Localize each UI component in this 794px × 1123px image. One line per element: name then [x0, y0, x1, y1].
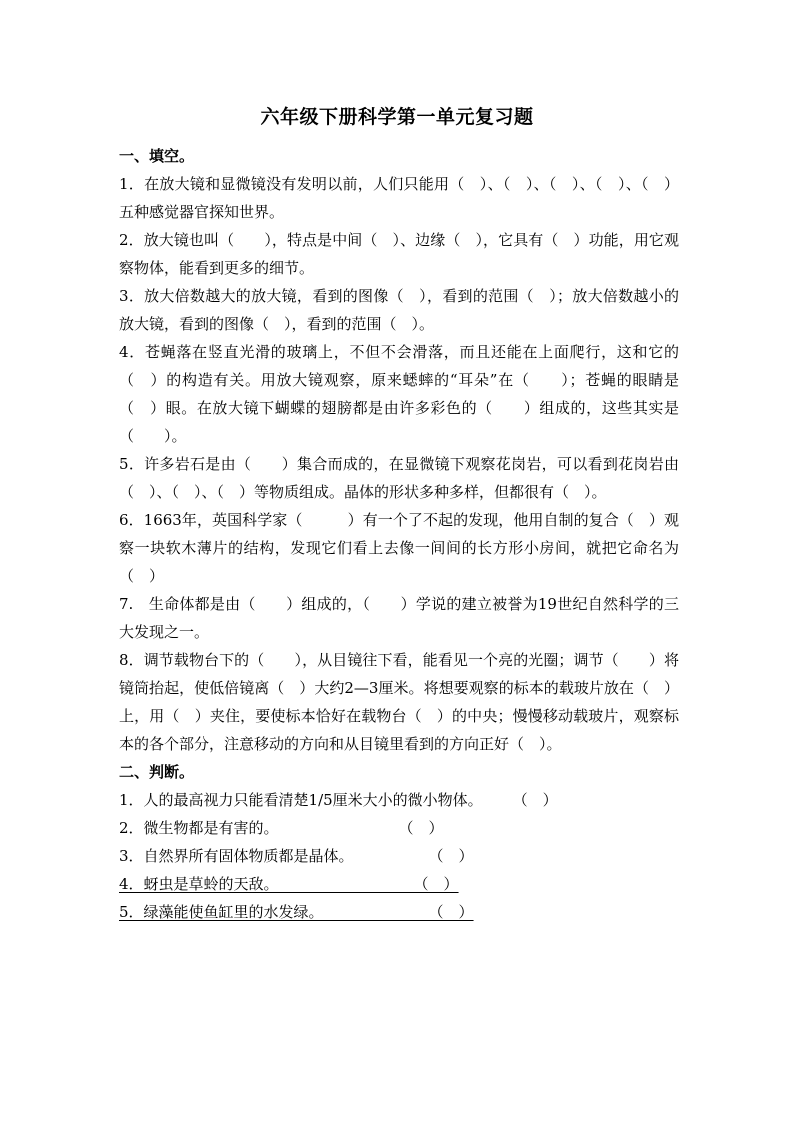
- true-false-question-3: 3．自然界所有固体物质都是晶体。 （ ）: [119, 847, 474, 865]
- fill-in-question-2: 2．放大镜也叫（ ），特点是中间（ ）、边缘（ ），它具有（ ）功能，用它观察物体，能看到更多的细节。: [119, 231, 679, 277]
- document-title: 六年级下册科学第一单元复习题: [260, 106, 534, 128]
- fill-in-question-1: 1．在放大镜和显微镜没有发明以前，人们只能用（ ）、（ ）、（ ）、（ ）、（ ）五种感觉器官探知世界。: [119, 175, 679, 221]
- true-false-question-2: 2．微生物都是有害的。 （ ）: [119, 819, 444, 837]
- document-body: [119, 142, 679, 926]
- fill-in-question-3: 3．放大倍数越大的放大镜，看到的图像（ ），看到的范围（ ）；放大倍数越小的放大镜，看到的图像（ ），看到的范围（ ）。: [119, 287, 679, 333]
- fill-in-question-7: 7. 生命体都是由（ ）组成的，（ ）学说的建立被誉为19世纪自然科学的三大发现之一。: [119, 595, 679, 641]
- fill-in-question-6: 6．1663年，英国科学家（ ）有一个了不起的发现，他用自制的复合（ ）观察一块软木薄片的结构，发现它们看上去像一间间的长方形小房间，就把它命名为（ ）: [119, 511, 679, 585]
- true-false-question-1: 1．人的最高视力只能看清楚1/5厘米大小的微小物体。 （ ）: [119, 791, 558, 809]
- fill-in-question-5: 5．许多岩石是由（ ）集合而成的，在显微镜下观察花岗岩，可以看到花岗岩由（ ）、（ ）、（ ）等物质组成。晶体的形状多种多样，但都很有（ ）。: [119, 455, 679, 501]
- true-false-question-5-text: 5．绿藻能使鱼缸里的水发绿。 （ ）: [119, 903, 474, 921]
- section-heading-true-false: 二、判断。: [119, 763, 195, 781]
- true-false-question-4-text: 4．蚜虫是草蛉的天敌。 （ ）: [119, 875, 459, 893]
- true-false-question-4: [119, 870, 679, 898]
- section-heading-fill-in: 一、填空。: [119, 147, 195, 165]
- true-false-question-5: [119, 898, 679, 926]
- fill-in-question-4: 4．苍蝇落在竖直光滑的玻璃上，不但不会滑落，而且还能在上面爬行，这和它的（ ）的构造有关。用放大镜观察，原来蟋蟀的“耳朵”在（ ）；苍蝇的眼睛是（ ）眼。在放大镜下蝴蝶的翅膀都是由许多彩色的（ ）组成的，这些其实是（ ）。: [119, 343, 679, 445]
- fill-in-question-8: 8．调节载物台下的（ ），从目镜往下看，能看见一个亮的光圈；调节（ ）将镜筒抬起，使低倍镜离（ ）大约2—3厘米。将想要观察的标本的载玻片放在（ ）上，用（ ）夹住，要使标本恰好在载物台（ ）的中央；慢慢移动载玻片，观察标本的各个部分，注意移动的方向和从目镜里看到的方向正好（ ）。: [119, 651, 679, 753]
